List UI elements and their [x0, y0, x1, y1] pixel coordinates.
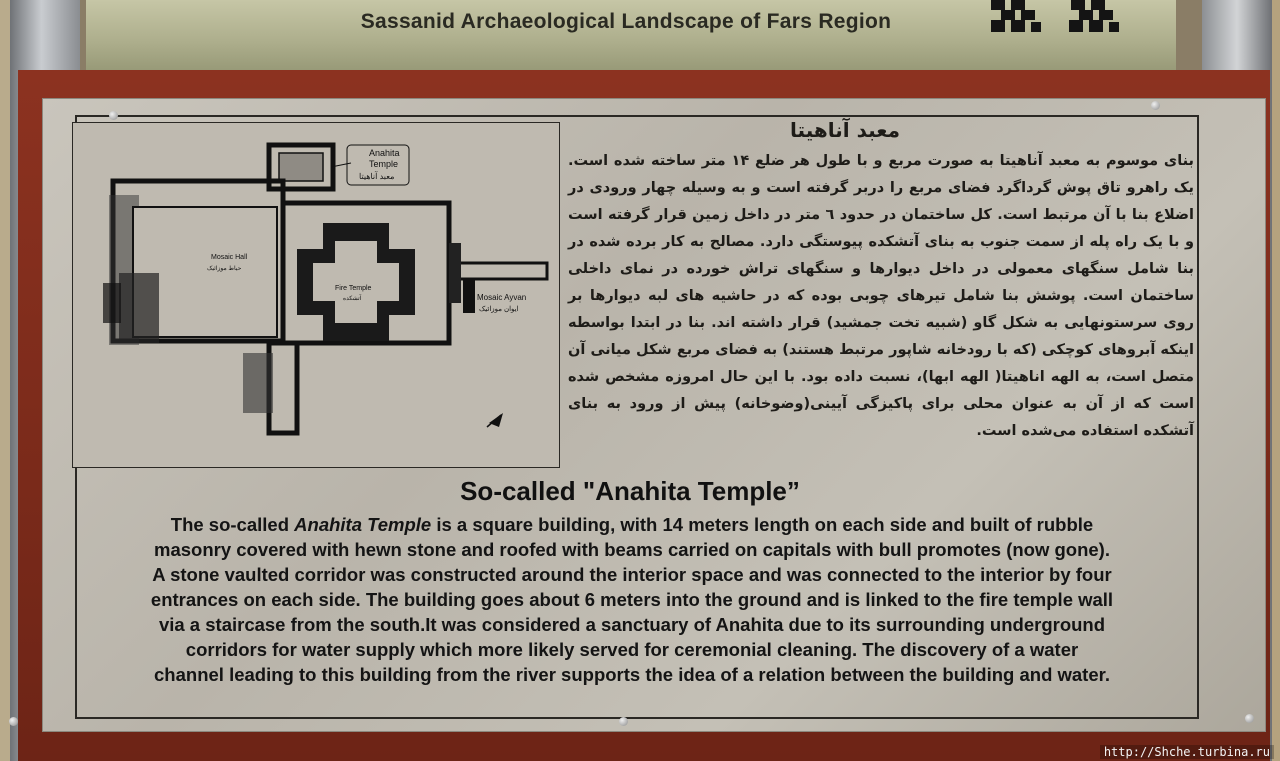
english-body [32, 512, 1232, 687]
english-title: So-called "Anahita Temple” [460, 476, 800, 506]
map-label-fire-temple-fa: آتشکده [343, 296, 362, 302]
map-label-mosaic-ayvan-fa: ایوان موزائیک [479, 306, 519, 313]
site-plan-map [72, 122, 560, 468]
english-line-7: channel leading to this building from the river supports the idea of a relation between the building and water. [154, 664, 1110, 685]
english-line-6: corridors for water supply which more likely served for ceremonial cleaning. The discovery of a water [185, 639, 1079, 660]
unesco-logo-icon [991, 0, 1121, 38]
screw-icon [9, 717, 18, 726]
screw-icon [1245, 714, 1254, 723]
english-line-2: masonry covered with hewn stone and roofed with beams carried on capitals with bull promotes (now gone). [154, 539, 1110, 560]
english-line-3: A stone vaulted corridor was constructed around the interior space and was connected to the interior by four [152, 564, 1112, 585]
map-label-mosaic-hall-fa: حیاط موزائیک [207, 266, 242, 272]
persian-title: معبد آناهیتا [790, 118, 900, 142]
map-label-mosaic-ayvan: Mosaic Ayvan [477, 293, 527, 302]
map-label-fire-temple: Fire Temple [335, 285, 372, 292]
watermark: http://Shche.turbina.ru [1100, 745, 1274, 759]
english-line-1: The so-called Anahita Temple is a square building, with 14 meters length on each side and built of rubble [170, 514, 1094, 535]
top-banner [86, 0, 1176, 73]
site-plan-drawing [73, 123, 559, 467]
screw-icon [109, 111, 118, 120]
english-line-5: via a staircase from the south.It was considered a sanctuary of Anahita due to its surrounding underground [158, 614, 1106, 635]
map-label-mosaic-hall: Mosaic Hall [211, 254, 248, 261]
map-label-anahita: Anahita [369, 148, 400, 158]
map-label-temple: Temple [369, 159, 399, 169]
map-label-anahita-fa: معبد آناهیتا [359, 172, 395, 181]
english-line-4: entrances on each side. The building goes about 6 meters into the ground and is linked to the fire temple wall [150, 589, 1114, 610]
banner-title: Sassanid Archaeological Landscape of Fars Region [360, 10, 892, 33]
screw-icon [619, 717, 628, 726]
screw-icon [1151, 101, 1160, 110]
persian-body: بنای موسوم به معبد آناهیتا به صورت مربع و با طول هر ضلع ۱۴ متر ساخته شده است. یک راهرو تاق پوش گرداگرد فضای مربع را دربر گرفته است و به وسیله چهار ورودی در اضلاع بنا با آن مرتبط است. کل ساختمان در حدود ٦ متر در داخل زمین قرار گرفته است و با یک راه پله از سمت جنوب به بنای آتشکده پیوستگی دارد. مصالح به کار برده شده در بنا شامل سنگهای معمولی در داخل دیوارها و سنگهای تراش خورده در نمای داخلی ساختمان است. پوشش بنا شامل تیرهای چوبی بوده که در حاشیه های لبه دیوارها بر روی سرستونهایی به شکل گاو (شبیه تخت جمشید) قرار داشته اند. بنا در ابتدا بواسطه اینکه آبروهای کوچکی (که با رودخانه شاپور مرتبط هستند) به فضای مربع شکل میانی آن متصل است، به الهه اناهیتا( الهه ابها)، نسبت داده بود. با این حال امروزه مشخص شده است که از آن به عنوان محلی برای پاکیزگی آیینی(وضوخانه) پیش از ورود به بنای آتشکده استفاده می‌شده است. [568, 153, 1194, 439]
